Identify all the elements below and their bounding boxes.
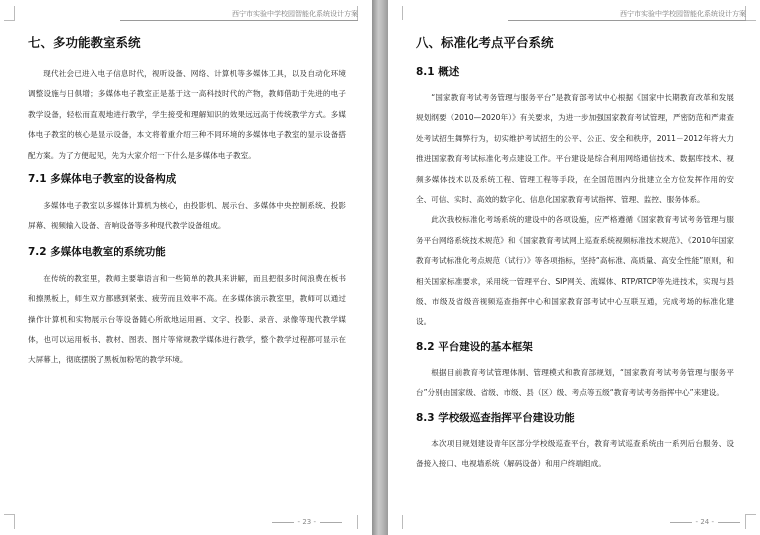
page-content — [416, 30, 734, 475]
running-header: 西宁市实验中学校园智能化系统设计方案 — [120, 9, 358, 21]
paragraph: 根据目前教育考试管理体制、管理模式和教育部规划，“国家教育考试考务管理与服务平台”分别由国家级、省级、市级、县（区）级、考点等五级“教育考试考务指挥中心”来建设。 — [416, 367, 734, 398]
subsection-title: 8.3 学校级巡查指挥平台建设功能 — [416, 411, 575, 424]
paragraph: “国家教育考试考务管理与服务平台”是教育部考试中心根据《国家中长期教育改革和发展规划纲要（2010—2020年）》有关要求，为进一步加强国家教育考试管理，严密防范和严肃查处考试招生舞弊行为，切实维护考试招生的公平、公正、安全和秩序，2011－2012年将大力推进国家教育考试标准化考点建设工作。平台建设是综合利用网络通信技术、数据库技术、视频多媒体技术以及系统工程、管理工程等手段，在全国范围内分批建立全方位发挥作用的安全、可信、实时、高效的数字化、信息化国家教育考试指挥、管理、监控、服务体系。 — [416, 93, 734, 205]
document-page-left — [0, 0, 372, 535]
page-number-value: 24 — [700, 518, 710, 526]
crop-mark — [745, 515, 746, 529]
paragraph: 现代社会已进入电子信息时代，视听设备、网络、计算机等多媒体工具，以及自动化环境调整设施与日俱增；多媒体电子教室正是基于这一高科技时代的产物，教师借助于先进的电子教学设备，轻松而直观地进行教学，学生接受和理解知识的效果远远高于传统教学方式。多媒体电子教室的核心是显示设备，本文将着重介绍三种不同环境的多媒体电子教室的显示设备搭配方案。为了方便起见，先为大家介绍一下什么是多媒体电子教室。 — [28, 69, 346, 160]
crop-mark — [4, 514, 15, 515]
paragraph: 本次项目规划建设青年区部分学校级巡查平台，教育考试巡查系统由一系列后台服务、设备接入接口、电视墙系统（解码设备）和用户终端组成。 — [416, 438, 734, 469]
crop-mark — [4, 20, 15, 21]
crop-mark — [745, 20, 756, 21]
crop-mark — [357, 515, 358, 529]
page-gutter — [372, 0, 388, 535]
paragraph: 多媒体电子教室以多媒体计算机为核心，由投影机、展示台、多媒体中央控制系统、投影屏幕、视频输入设备、音响设备等多种现代教学设备组成。 — [28, 201, 346, 231]
page-number: - 24 - — [666, 518, 744, 526]
crop-mark — [14, 515, 15, 529]
crop-mark — [14, 6, 15, 20]
document-page-right — [388, 0, 760, 535]
running-header: 西宁市实验中学校园智能化系统设计方案 — [508, 9, 746, 21]
crop-mark — [402, 6, 403, 20]
paragraph: 此次我校标准化考场系统的建设中的各项设施，应严格遵循《国家教育考试考务管理与服务平台网络系统技术规范》和《国家教育考试网上巡查系统视频标准技术规范》、《2010年国家教育考试标准化考点规范（试行）》等各项指标，坚持“高标准、高质量、高安全性能”原则，和相关国家标准要求，采用统一管理平台、SIP网关、流媒体、RTP/RTCP等先进技术，实现与县级、市级及省级音视频巡查指挥中心和国家教育部考试中心互联互通，完成考场的标准化建设。 — [416, 215, 734, 327]
paragraph: 在传统的教室里，教师主要靠语言和一些简单的教具来讲解，而且把很多时间浪费在板书和擦黑板上，师生双方都感到紧张、疲劳而且效率不高。在多媒体演示教室里，教师可以通过操作计算机和实物展示台等设备随心所欲地运用画、文字、投影、录音、录像等现代教学媒体，也可以运用板书、教材、图表、图片等常规教学媒体进行教学，整个教学过程都可显示在大屏幕上，彻底摆脱了黑板加粉笔的教学环境。 — [28, 273, 346, 365]
subsection-title: 7.2 多媒体电教室的系统功能 — [28, 245, 166, 258]
page-number-value: 23 — [302, 518, 312, 526]
crop-mark — [745, 514, 756, 515]
page-number: - 23 - — [268, 518, 346, 526]
subsection-title: 7.1 多媒体电子教室的设备构成 — [28, 173, 177, 186]
crop-mark — [402, 515, 403, 529]
subsection-title: 8.1 概述 — [416, 66, 460, 78]
subsection-title: 8.2 平台建设的基本框架 — [416, 340, 533, 353]
section-title: 七、多功能教室系统 — [28, 35, 141, 50]
page-content — [28, 30, 346, 371]
section-title: 八、标准化考点平台系统 — [416, 35, 554, 50]
